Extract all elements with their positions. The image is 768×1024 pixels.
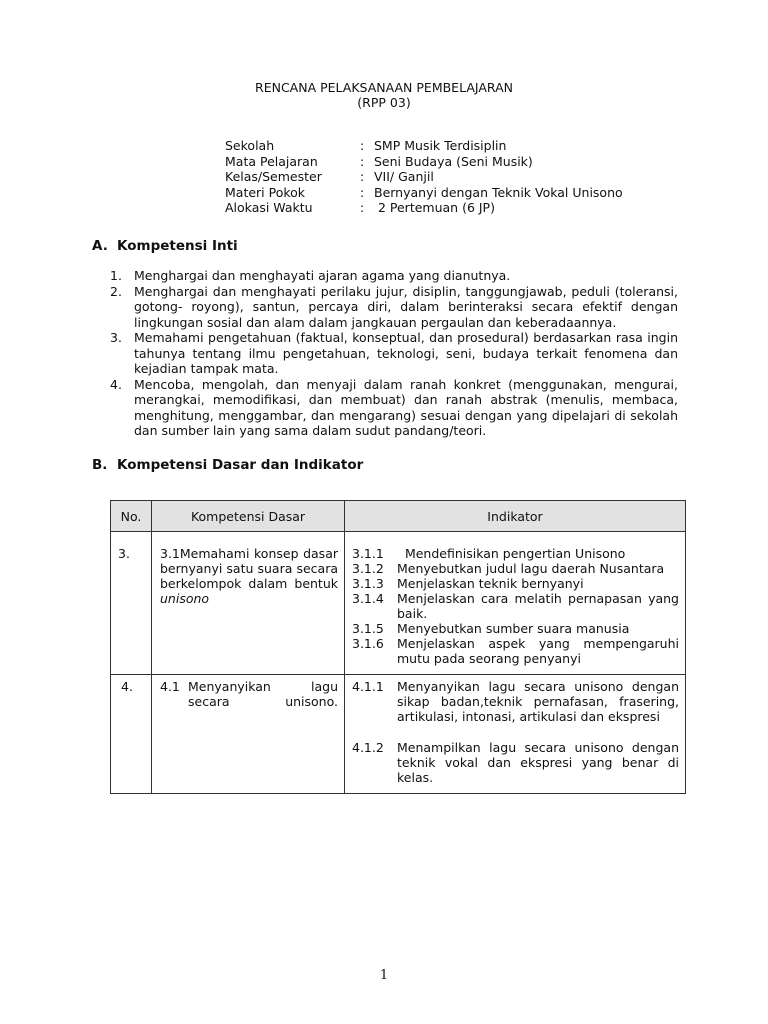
list-item-number: 1. <box>110 268 122 283</box>
indicator-text: Menjelaskan cara melatih pernapasan yang baik. <box>397 591 679 621</box>
header-kompetensi-dasar: Kompetensi Dasar <box>152 501 345 532</box>
list-item-text: Memahami pengetahuan (faktual, konseptual, dan prosedural) berdasarkan rasa ingin tahunya tentang ilmu pengetahuan, teknologi, seni, budaya terkait fenomena dan kejadian tampak mata. <box>134 330 678 376</box>
list-item-number: 3. <box>110 330 122 345</box>
indicator-text: Menampilkan lagu secara unisono dengan teknik vokal dan ekspresi yang benar di kelas. <box>397 740 679 785</box>
list-item-text: Menghargai dan menghayati perilaku jujur, disiplin, tanggungjawab, peduli (toleransi, gotong- royong), santun, percaya diri, dalam berinteraksi secara efektif dengan lingkungan sosial dan alam dalam jangkauan pergaulan dan keberadaannya. <box>134 283 678 330</box>
indicator-text: Menjelaskan aspek yang mempengaruhi mutu pada seorang penyanyi <box>397 636 679 666</box>
kd-cell <box>152 675 345 794</box>
info-row-kelas-semester <box>225 169 623 185</box>
indicator-cell <box>345 532 686 675</box>
indicator-text: Menyebutkan sumber suara manusia <box>397 621 630 636</box>
indicator-spacer <box>352 724 679 740</box>
kd-text: 3.1Memahami konsep dasar bernyanyi satu suara secara berkelompok dalam bentuk <box>160 546 338 591</box>
indicator-text: Menjelaskan teknik bernyanyi <box>397 576 584 591</box>
identity-block <box>225 138 623 216</box>
info-label: Kelas/Semester <box>225 169 322 184</box>
indicator-number: 3.1.2 <box>352 561 384 576</box>
indicator-item <box>352 740 679 785</box>
page-number: 1 <box>379 968 389 983</box>
info-label: Materi Pokok <box>225 184 306 200</box>
info-colon: : <box>360 153 365 169</box>
indicator-item <box>352 636 679 666</box>
header-no: No. <box>111 501 152 532</box>
section-letter: A. <box>92 238 108 254</box>
indicator-number: 3.1.6 <box>352 636 384 651</box>
info-label: Sekolah <box>225 138 275 153</box>
indicator-cell <box>345 675 686 794</box>
indicator-number: 3.1.5 <box>352 621 384 636</box>
kd-item <box>160 679 338 709</box>
indicator-item <box>352 576 679 591</box>
indicator-number: 3.1.3 <box>352 576 384 591</box>
list-item <box>110 284 678 331</box>
table-row <box>111 675 686 794</box>
list-item-text: Mencoba, mengolah, dan menyaji dalam ranah konkret (menggunakan, mengurai, merangkai, memodifikasi, dan membuat) dan ranah abstrak (menulis, membaca, menghitung, menggambar, dan mengarang) sesuai dengan yang dipelajari di sekolah dan sumber lain yang sama dalam sudut pandang/teori. <box>134 376 678 438</box>
info-colon: : <box>360 184 365 200</box>
document-subtitle: (RPP 03) <box>357 95 411 110</box>
header-indikator: Indikator <box>345 501 686 532</box>
info-colon: : <box>360 169 365 184</box>
indicator-item <box>352 621 679 636</box>
row-number: 4. <box>111 675 152 794</box>
indicator-item <box>352 591 679 621</box>
kd-italic-term: unisono <box>160 591 210 606</box>
kd-text: Menyanyikan lagu secara unisono. <box>188 679 338 709</box>
kd-number: 4.1 <box>160 679 180 694</box>
list-item <box>110 377 678 439</box>
section-heading-kompetensi-dasar <box>92 457 363 473</box>
indicator-number: 4.1.2 <box>352 740 384 755</box>
info-value: Seni Budaya (Seni Musik) <box>374 153 533 169</box>
info-label: Mata Pelajaran <box>225 153 318 169</box>
kompetensi-inti-list <box>110 268 678 439</box>
section-letter: B. <box>92 457 108 473</box>
kd-cell <box>152 532 345 675</box>
info-row-sekolah <box>225 138 623 154</box>
table-row <box>111 532 686 675</box>
info-row-mata-pelajaran <box>225 154 623 170</box>
info-colon: : <box>360 138 365 153</box>
kompetensi-dasar-table <box>110 500 686 794</box>
list-item <box>110 330 678 377</box>
indicator-number: 3.1.1 <box>352 546 384 561</box>
row-number: 3. <box>111 532 152 675</box>
info-value: VII/ Ganjil <box>374 169 434 184</box>
section-title: Kompetensi Inti <box>117 238 238 254</box>
indicator-number: 4.1.1 <box>352 679 384 694</box>
document-title: RENCANA PELAKSANAAN PEMBELAJARAN <box>255 80 513 95</box>
list-item <box>110 268 678 284</box>
info-value: SMP Musik Terdisiplin <box>374 138 507 153</box>
table-header-row <box>111 501 686 532</box>
indicator-item <box>352 546 679 561</box>
indicator-text: Mendefinisikan pengertian Unisono <box>397 546 626 561</box>
info-value: 2 Pertemuan (6 JP) <box>374 200 495 215</box>
indicator-text: Menyebutkan judul lagu daerah Nusantara <box>397 561 665 576</box>
section-heading-kompetensi-inti <box>92 238 238 254</box>
list-item-text: Menghargai dan menghayati ajaran agama yang dianutnya. <box>134 268 511 283</box>
list-item-number: 4. <box>110 376 122 392</box>
indicator-item <box>352 679 679 724</box>
indicator-item <box>352 561 679 576</box>
info-colon: : <box>360 200 365 215</box>
indicator-text: Menyanyikan lagu secara unisono dengan sikap badan,teknik pernafasan, frasering, artikulasi, intonasi, artikulasi dan ekspresi <box>397 679 679 724</box>
section-title: Kompetensi Dasar dan Indikator <box>117 457 364 473</box>
info-row-alokasi-waktu <box>225 200 623 216</box>
info-row-materi-pokok <box>225 185 623 201</box>
info-value: Bernyanyi dengan Teknik Vokal Unisono <box>374 184 623 200</box>
info-label: Alokasi Waktu <box>225 200 313 215</box>
list-item-number: 2. <box>110 283 122 299</box>
indicator-number: 3.1.4 <box>352 591 384 606</box>
